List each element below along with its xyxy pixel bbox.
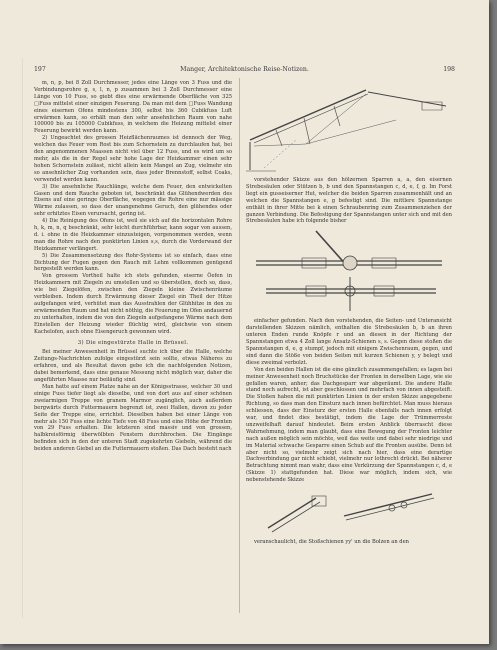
paragraph: Von den beiden Hallen ist die eine gänzlich zusammengefallen; es lagen bei meiner Anwesenheit noch Bruchstücke der Fronten in derselben Lage, wie sie gefallen waren, anher; das Dachgesparr war abgeräumt. Die andere Halle stand noch aufrecht, ist aber geschlossen und mehrfach von innen abgesteift. Die Stoßen haben die mit punktirten Linien in der ersten Skizze angegebene Richtung, so dass man den Einsturz nach innen befürchtet. Man muss hieraus schliessen, dass der Einsturz der ersten Halle ebenfalls nach innen erfolgt war, und findet dies bestätigt, indem die Lage der Trümmerreste unzweifelhaft darauf hindeutet. Beim ersten Anblick überrascht diese Wahrnehmung, indem man glaubt, dass eine Bewegung der Fronten leichter nach außen möglich sein möchte, weil das weite und dabei sehr niedrige und im Material schwache Gesparre einen Schub auf die Fronten ausübe. Denn ist aber nicht so, vielmehr zeigt sich nach hier, dass eine derartige Dachverbindung gar nicht schiebt, vielmehr nur lothrecht drückt. Bei näherer Betrachtung nimmt man wahr, dass eine Verkürzung der Spannstangen c, d, e (Skizze 1) stattgefunden hat. Diese war möglich, indem sich, wie nebenstehende Skizze: [246, 366, 452, 484]
paragraph: Bei meiner Anwesenheit in Brüssel suchte ich über die Halle, welche Zeitungs-Nachrichten zufolge eingestürzt sein sollte, etwas Näheres zu erfahren, und als Resultat davon gebe ich die nachfolgenden Notizen, dabei bemerkend, dass eine genaue Messung nicht möglich war, daher die angeführten Maasse nur beiläufig sind.: [34, 349, 232, 384]
paragraph: 4) Die Reinigung des Ofens ist, weil sie sich auf die horizontalen Rohre h, k, m, n, q beschränkt, sehr leicht durchführbar, kann sogar von aussen, d. i. ohne in die Heizkammer einzusteigen, vorgenommen werden, wenn man die Rohre nach den punktirten Linien s,s, durch die Vorderwand der Heizkammer verlängert.: [34, 218, 232, 252]
roof-truss-figure: [246, 82, 452, 174]
joint-detail-figure: [246, 227, 452, 315]
right-column: [246, 80, 452, 546]
section-heading: 3) Die eingestürzte Halle in Brüssel.: [77, 339, 189, 346]
paragraph: Man hatte auf einem Platze nahe an der Königsstrasse, welcher 30 und einige Fuss tiefer liegt als dieselbe, und von dort aus auf einer schönen zweiarmigen Treppe von granem Marmor zugänglich, auch außerdem bergwärts durch Futtermauern begrenzt ist, zwei Hallen, davon zu jeder Seite der Treppe eine, errichtet. Dieselben haben bei einer Länge von mehr als 150 Fuss eine lichte Tiefe von 48 Fuss und eine Höhe der Fronten von 29 Fuss erhalten. Die letzteren sind massiv und von grossen, halbkreisförmig überwölbten Fenstern durchbrochen. Die Eingänge befinden sich in den der unteren Stadt zugekehrten Giebeln, während die beiden anderen Giebel an die Futtermauern stoßen. Das Dach besteht nach: [34, 383, 232, 453]
paragraph: 3) Die ansehnliche Rauchlänge, welche dem Feuer, den entwickelten Gasen und dem Rauche geboten ist, beschränkt das Glühendwerden des Eisens auf eine geringe Oberfläche, wogegen die Rohre eine nur mässige Wärme zulassen, so dass der unangenehme Geruch, den glühendes oder sehr erhitztes Eisen verursacht, gering ist.: [34, 183, 232, 218]
page-header: [34, 66, 455, 76]
bolt-detail-figure: [246, 486, 452, 536]
paragraph: 5) Die Zusammensetzung des Rohr-Systems ist so einfach, dass eine Dichtung der Fugen gegen den Rauch mit Lehm vollkommen genügend hergestellt werden kann.: [34, 252, 232, 273]
paragraph: m, n, p, bei 8 Zoll Durchmesser, jedes eine Länge von 3 Fuss und die Verbindungsrohre g, s, l, n, p zusammen bei 3 Zoll Durchmesser eine Länge von 10 Fuss, so giebt dies eine erwärmende Oberfläche von 325 □Fuss mittelst einer einzigen Feuerung. Da man mit dem □Fuss Wandung eines eisernen Ofens mindestens 300, selbst bis 360 Cubikfuss Luft erwärmen kann, so erhält man den sehr ansehnlichen Raum von nahe 100000 bis zu 105000 Cubikfuss, in welchem die Heizung mittelst einer Feuerung bewirkt werden kann.: [34, 80, 232, 135]
paragraph: 2) Ungeachtet des grossen Heizflächenraumes ist dennoch der Weg, welchen das Feuer vom Rost bis zum Schornstein zu durchlaufen hat, bei den angenommenen Maassen nicht viel über 12 Fuss, und es wird um so mehr, als die in der Regel sehr hohe Lage der Heizkammer einen sehr hohen Schornstein zulässt, nicht allein kein Mangel an Zug, vielmehr ein so ansehnlicher Zug vorhanden sein, dass jeder Brennstoff, selbst Coaks, verwendet werden kann.: [34, 135, 232, 183]
left-column: [34, 80, 232, 453]
running-title: Manger, Architektonische Reise-Notizen.: [180, 66, 309, 73]
right-page-number: 198: [443, 66, 455, 73]
paragraph: einfacher gefunden. Nach den vorstehenden, die Seiten- und Unteransicht darstellenden Skizzen nämlich, enthalten die Strebesäulen b, b an ihren unteren Enden runde Knöpfe r und an diesen in der Richtung der Spannstangen etwa 4 Zoll lange Ansatz-Schienen s, s. Gegen diese stoßen die Spannstangen d, e, g stumpf, jedoch mit einigem Zwischenraum, gegen, und sind dann die Stöße von beiden Seiten mit kurzen Schienen y, y belegt und diese zweimal verbolzt.: [246, 318, 452, 366]
column-divider: [239, 78, 240, 613]
paragraph: vorstehender Skizze aus den hölzernen Sparren a, a, den eisernen Strebesäulen oder Stützen b, b und den Spannstangen c, d, e, f, g. Im Forst liegt ein gusseiserner Hut, welcher die beiden Sparren zusammenhält und an welchen die Spannstangen e, g befestigt sind. Die mittlere Spannstange enthält in ihrer Mitte bei k einen Schraubenring zum Zusammenziehen der ganzen Verbindung. Die Befestigung der Spannstangen unter sich und mit den Strebesäulen habe ich folgende bisher: [246, 177, 452, 225]
paragraph: Von grossem Vortheil halte ich stets gefunden, eiserne Öefen in Heizkammern mit Ziegeln zu umstellen und so überstellen, doch so, dass, wie bei Ziegelöfen, zwischen den Ziegeln kleine Zwischenräume verbleiben. Indem durch Erwärmung dieser Ziegel ein Theil der Hitze aufgefangen wird, verhütet man das Ausstrahlen der Glühhitze in den zu erwärmenden Raum und hat nicht nöthig, die Feuerung im Ofen andauernd zu unterhalten, indem die von den Ziegeln aufgefangene Wärme nach dem Einstellen der Heizung wieder flüchtig wird, gleichwie von einem Kachelofen, auch ohne Eisengeruch gewonnen wird.: [34, 273, 232, 335]
paragraph: veranschaulicht, die Stoßschienen yy' un die Bolzen an den: [254, 539, 409, 546]
left-page-number: 197: [34, 66, 46, 73]
